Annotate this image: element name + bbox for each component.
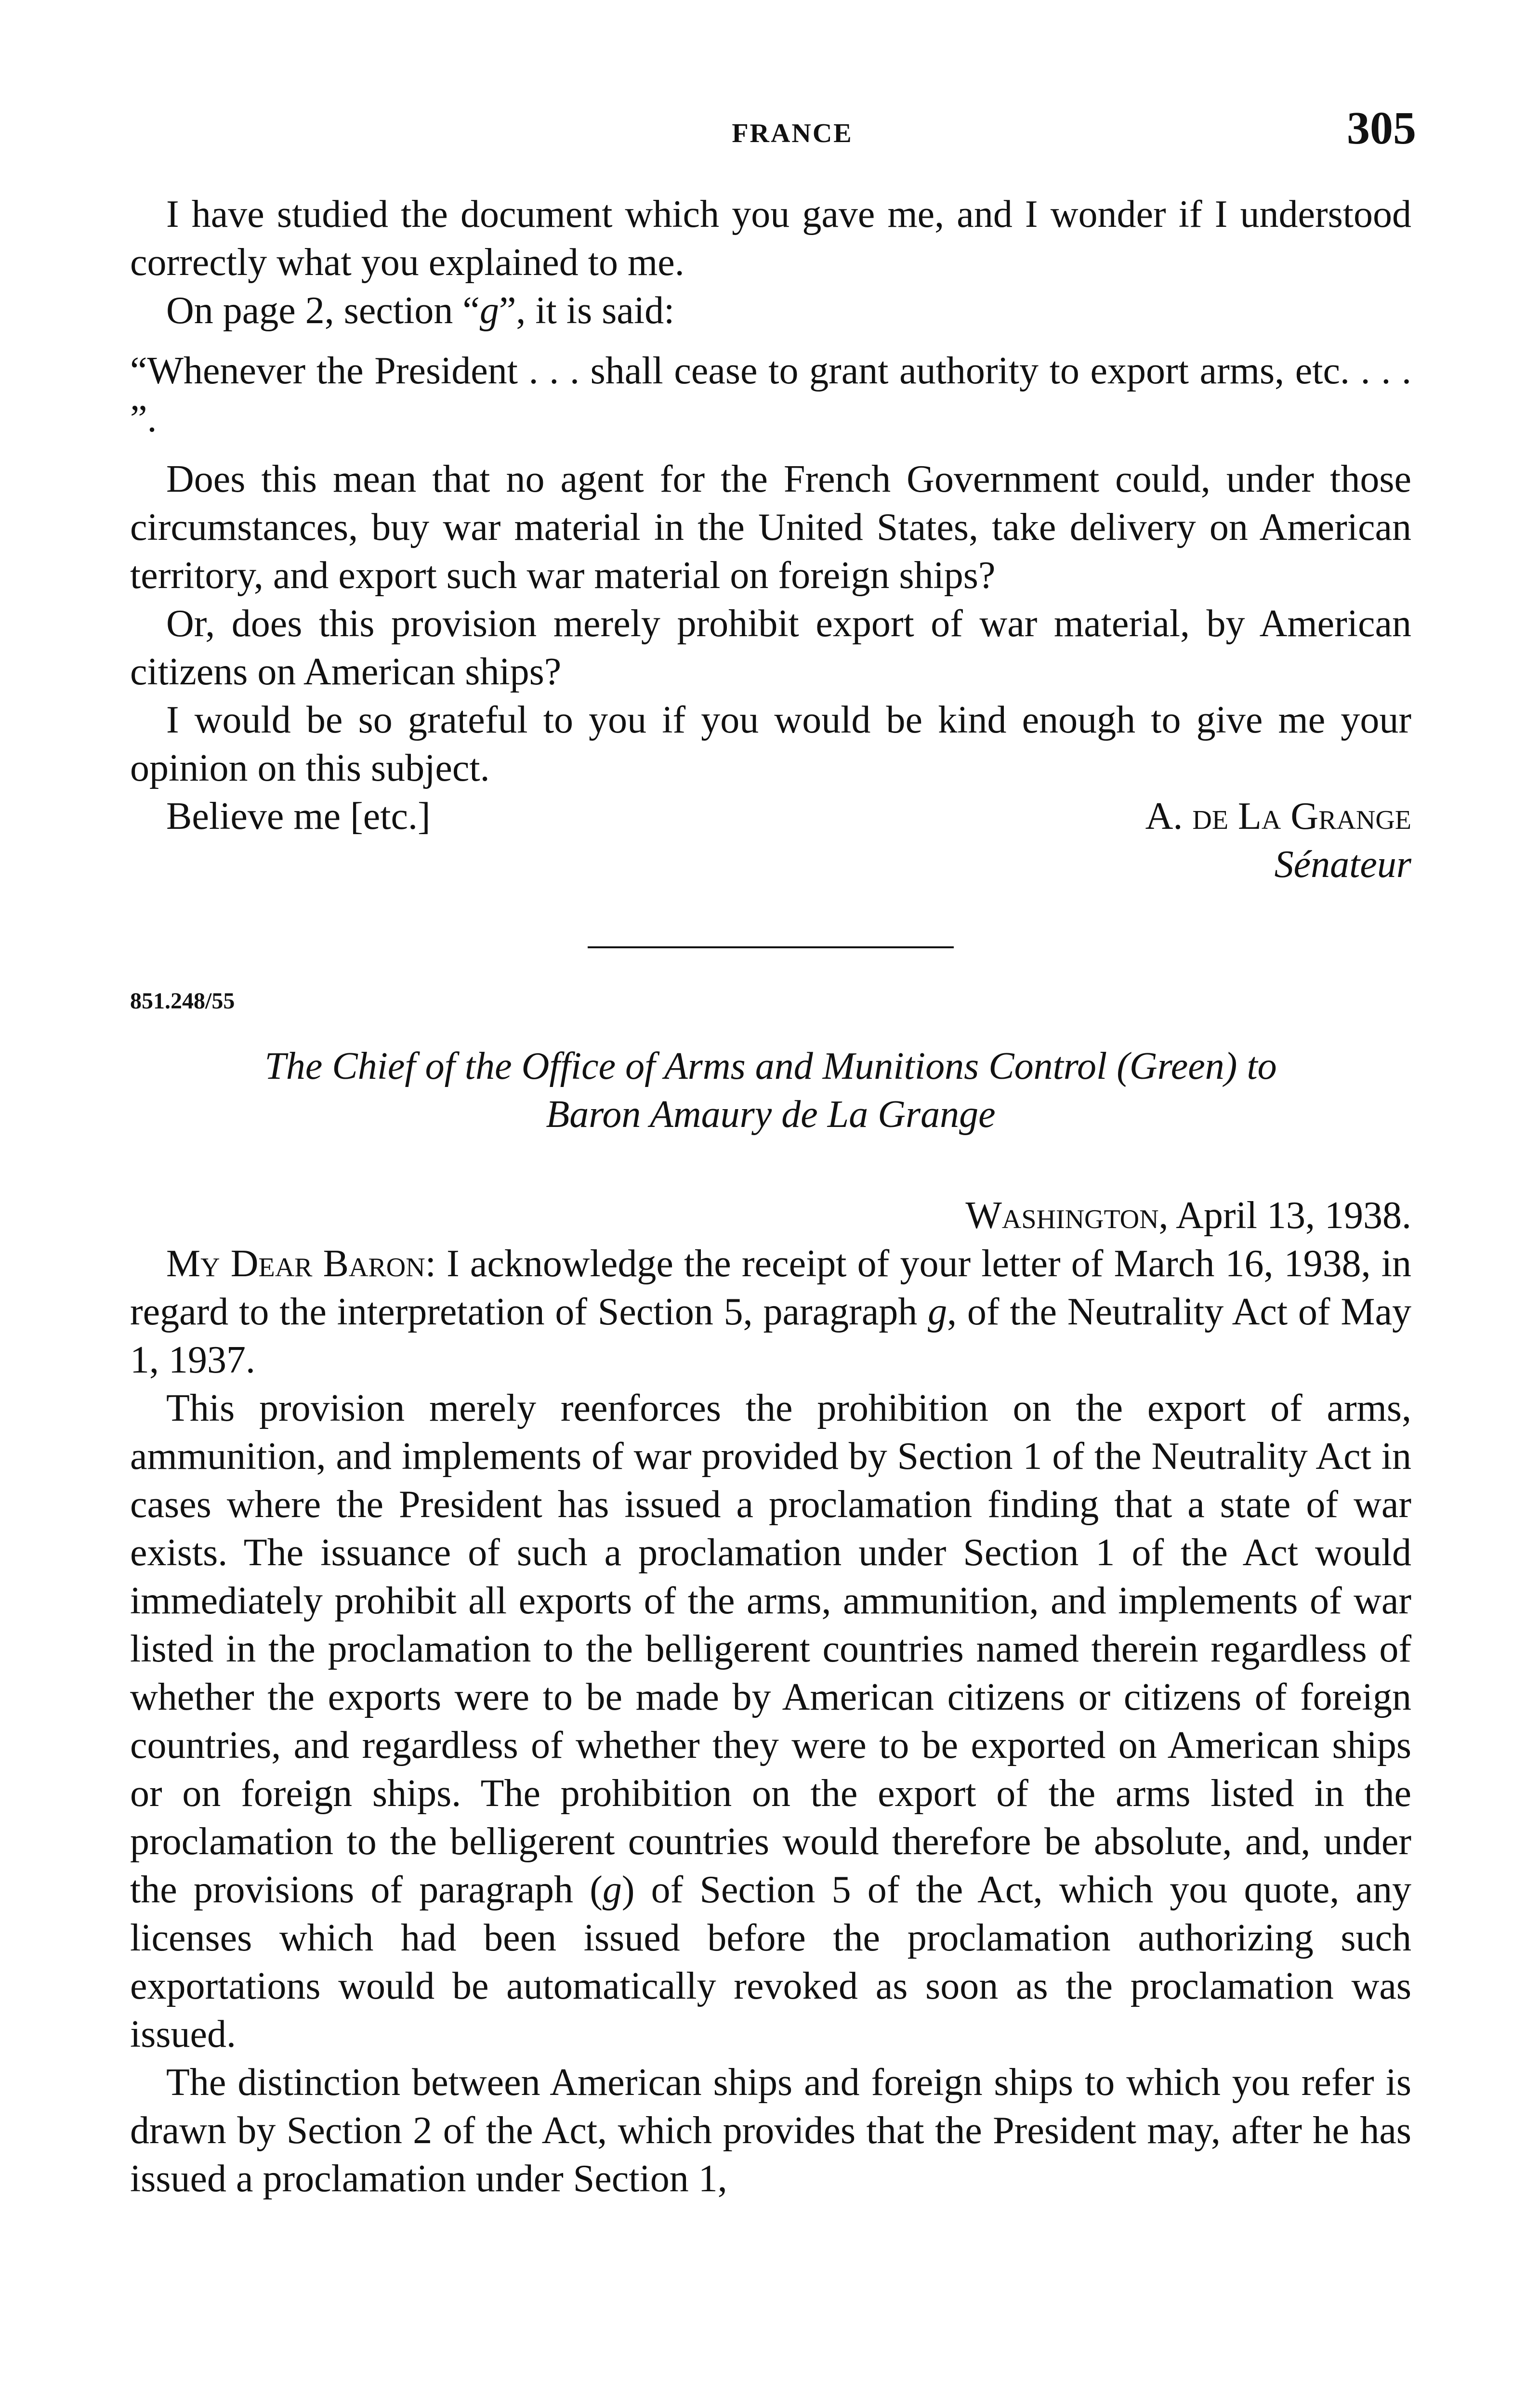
dateline — [130, 1191, 1411, 1240]
letter2-paragraph-2 — [130, 1384, 1411, 2058]
signature-title: Sénateur — [1274, 843, 1411, 886]
page-body — [130, 190, 1411, 2203]
para2-text-after: ”, it is said: — [499, 289, 675, 332]
letter1-paragraph-2 — [130, 287, 1411, 335]
letter1-paragraph-4: Or, does this provision merely prohibit export of war material, by American citizens on American ships? — [130, 602, 1411, 693]
heading-green: Green — [1129, 1045, 1224, 1087]
salutation: My Dear Baron — [166, 1243, 425, 1285]
letter1-paragraph-3: Does this mean that no agent for the French Government could, under those circumstances, buy war material in the United States, take delivery on American territory, and export such war material on foreign ships? — [130, 458, 1411, 597]
para1-text-b: , of the Neutrality Act of May 1, 1937. — [130, 1291, 1411, 1381]
running-head: FRANCE — [732, 118, 853, 148]
paragraph-letter-2: g — [602, 1869, 622, 1911]
document-heading: The Chief of the Office of Arms and Munitions Control (Green) to Baron Amaury de La Grange — [264, 1045, 1277, 1136]
complimentary-close: Believe me [etc.] — [166, 795, 431, 838]
heading-part-2: to — [1247, 1045, 1277, 1087]
para1-text-a: : I acknowledge the receipt of your letter of March 16, 1938, in regard to the interpretation of Section 5, paragraph — [130, 1243, 1411, 1333]
para2-text-before: On page 2, section “ — [166, 289, 480, 332]
para2-text-a: This provision merely reenforces the prohibition on the export of arms, ammunition, and implements of war provided by Section 1 of the Neutrality Act in cases where the President has issued a proclamation finding that a state of war exists. The issuance of such a proclamation under Section 1 of the Act would immediately prohibit all exports of the arms, ammunition, and implements of war listed in the proclamation to the belligerent countries named therein regardless of whether the exports were to be made by American citizens or citizens of foreign countries, and regardless of whether they were to be exported on American ships or on foreign ships. The prohibition on the export of the arms listed in the proclamation to the belligerent countries would therefore be absolute, and, under the provisions of paragraph ( — [130, 1387, 1411, 1911]
letter1-paragraph-5: I would be so grateful to you if you would be kind enough to give me your opinion on this subject. — [130, 699, 1411, 789]
quoted-provision: “Whenever the President . . . shall cease to grant authority to export arms, etc. . . . ”. — [130, 350, 1411, 440]
page-number: 305 — [1347, 102, 1416, 154]
section-divider — [588, 946, 954, 948]
signature-name: A. de La Grange — [1145, 795, 1411, 838]
heading-part-1: The Chief of the Office of Arms and Munitions Control — [264, 1045, 1107, 1087]
paragraph-letter: g — [928, 1291, 947, 1333]
letter1-paragraph-1: I have studied the document which you gave me, and I wonder if I understood correctly what you explained to me. — [130, 193, 1411, 284]
file-number: 851.248/55 — [130, 988, 235, 1014]
closing-row — [130, 792, 1411, 840]
section-letter: g — [479, 289, 499, 332]
para2-text-b: ) of Section 5 of the Act, which you quote, any licenses which had been issued before the proclamation authorizing such exportations would be automatically revoked as soon as the proclamation was issued. — [130, 1869, 1411, 2055]
dateline-date: , April 13, 1938. — [1158, 1194, 1411, 1237]
letter2-paragraph-3: The distinction between American ships and foreign ships to which you refer is drawn by Section 2 of the Act, which provides that the President may, after he has issued a proclamation under Section 1, — [130, 2061, 1411, 2200]
page-header — [169, 92, 1416, 169]
letter2-paragraph-1 — [130, 1240, 1411, 1384]
dateline-place: Washington — [965, 1194, 1159, 1237]
heading-recipient: Baron Amaury de La Grange — [546, 1093, 996, 1136]
